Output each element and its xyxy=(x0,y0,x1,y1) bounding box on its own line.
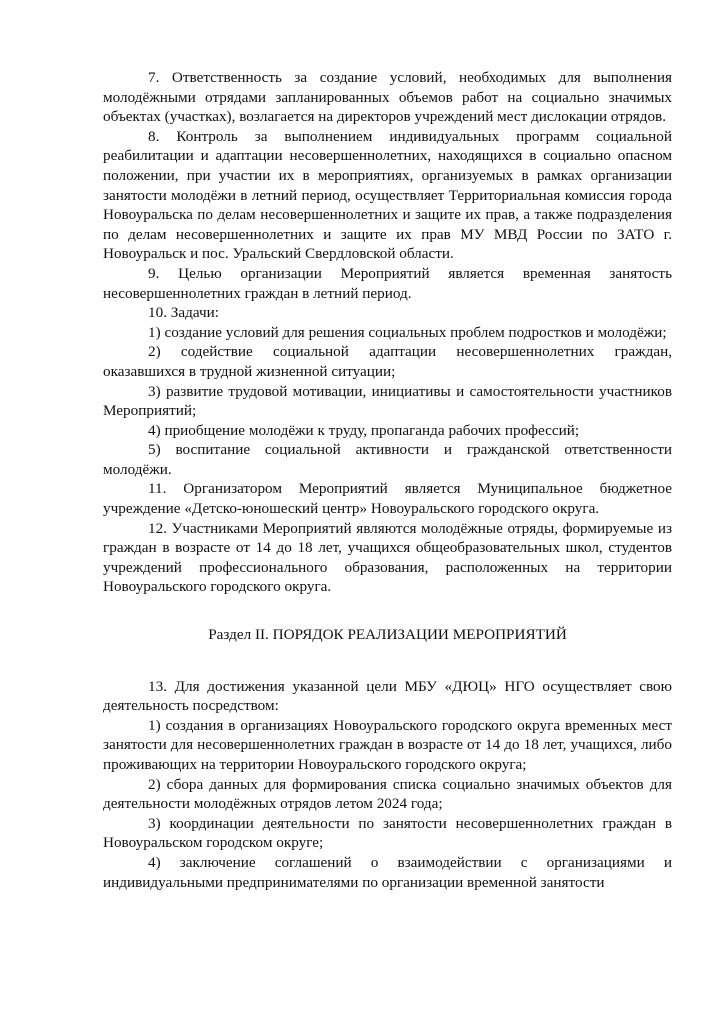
section-heading: Раздел II. ПОРЯДОК РЕАЛИЗАЦИИ МЕРОПРИЯТИЙ xyxy=(208,626,567,644)
task-item-5: 5) воспитание социальной активности и гражданской ответственности молодёжи. xyxy=(103,441,672,478)
activity-item-4: 4) заключение соглашений о взаимодействии с организациями и индивидуальными предпринимателями по организации временной занятости xyxy=(103,853,672,891)
paragraph-10: 10. Задачи: xyxy=(148,304,219,322)
paragraph-7: 7. Ответственность за создание условий, необходимых для выполнения молодёжными отрядами запланированных объемов работ на социально значимых объектах (участках), возлагается на директоров учреждений мест дислокации отрядов. xyxy=(103,69,672,126)
task-item-1: 1) создание условий для решения социальных проблем подростков и молодёжи; xyxy=(148,323,667,341)
activity-item-2: 2) сбора данных для формирования списка социально значимых объектов для деятельности молодёжных отрядов летом 2024 года; xyxy=(103,775,672,813)
activity-item-1: 1) создания в организациях Новоуральского городского округа временных мест занятости для несовершеннолетних граждан в возрасте от 14 до 18 лет, учащихся, либо проживающих на территории Новоуральского городского округа; xyxy=(103,716,672,773)
task-item-3: 3) развитие трудовой мотивации, инициативы и самостоятельности участников Мероприятий; xyxy=(103,382,672,420)
paragraph-8: 8. Контроль за выполнением индивидуальных программ социальной реабилитации и адаптации несовершеннолетних, находящихся в социально опасном положении, при участии их в мероприятиях, организуемых в рамках организации занятости молодёжи в летний период, осуществляет Территориальная комиссия города Новоуральска по делам несовершеннолетних и защите их прав, а также подразделения по делам несовершеннолетних и защите их прав МУ МВД России по ЗАТО г. Новоуральск и пос. Уральский Свердловской области. xyxy=(103,127,672,263)
activity-item-3: 3) координации деятельности по занятости несовершеннолетних граждан в Новоуральском городском округе; xyxy=(103,814,672,852)
task-item-4: 4) приобщение молодёжи к труду, пропаганда рабочих профессий; xyxy=(148,421,580,439)
paragraph-12: 12. Участниками Мероприятий являются молодёжные отряды, формируемые из граждан в возрасте от 14 до 18 лет, учащихся общеобразовательных школ, студентов учреждений профессионального образования, расположенных на территории Новоуральского городского округа. xyxy=(103,519,672,596)
task-item-2: 2) содействие социальной адаптации несовершеннолетних граждан, оказавшихся в трудной жизненной ситуации; xyxy=(103,343,672,380)
paragraph-9: 9. Целью организации Мероприятий является временная занятость несовершеннолетних граждан в летний период. xyxy=(103,264,672,302)
document-page xyxy=(103,68,672,892)
paragraph-11: 11. Организатором Мероприятий является Муниципальное бюджетное учреждение «Детско-юношеский центр» Новоуральского городского округа. xyxy=(103,480,672,518)
paragraph-13: 13. Для достижения указанной цели МБУ «ДЮЦ» НГО осуществляет свою деятельность посредством: xyxy=(103,677,672,715)
